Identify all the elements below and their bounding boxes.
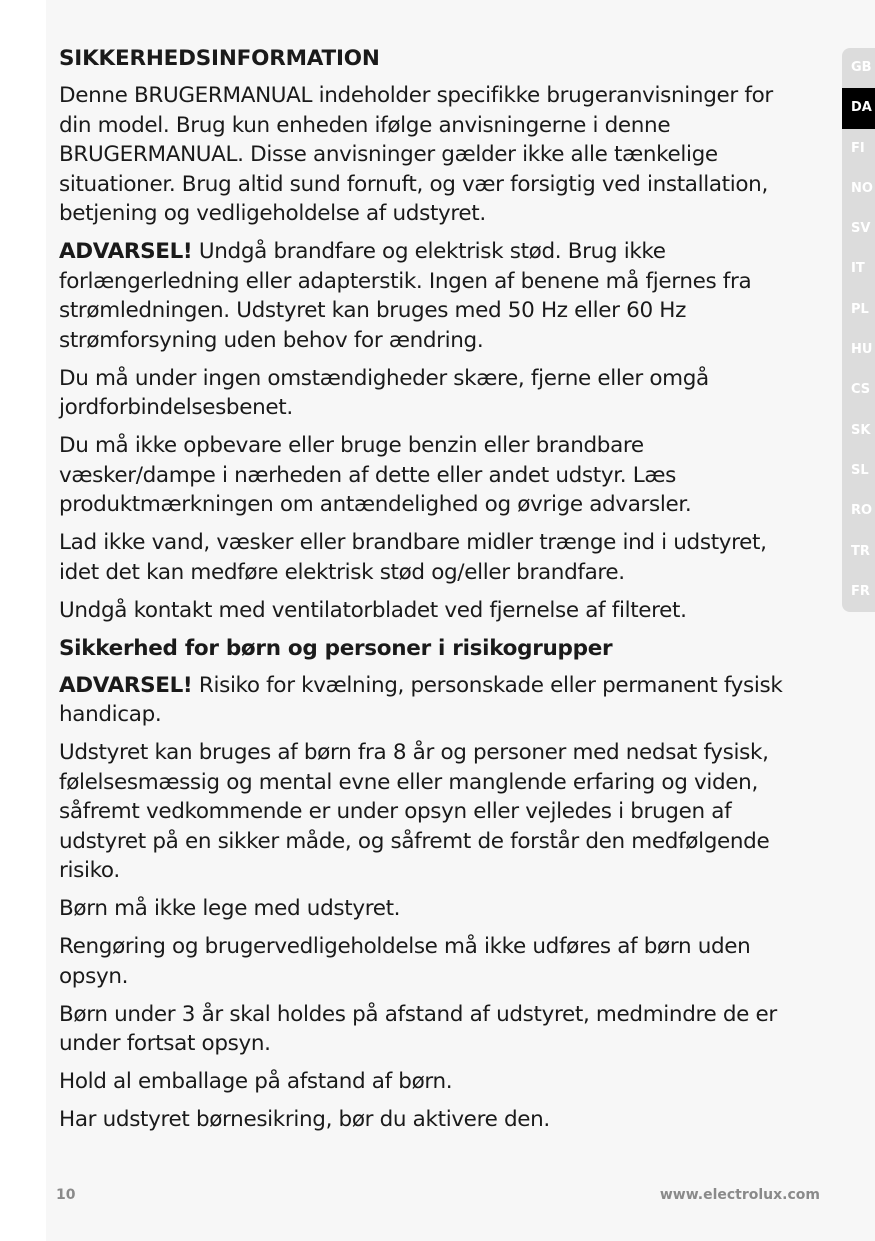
warning-fire-text: Undgå brandfare og elektrisk stød. Brug ikke forlængerledning eller adapterstik. Ingen af benene må fjernes fra strømledningen. Udstyret kan bruges med 50 Hz eller 60 Hz strømforsyning uden behov for ændring. [59,239,752,353]
ground-pin-paragraph: Du må under ingen omstændigheder skære, fjerne eller omgå jordforbindelsesbenet. [59,365,709,420]
intro-paragraph: Denne BRUGERMANUAL indeholder specifikke brugeranvisninger for din model. Brug kun enheden ifølge anvisningerne i denne BRUGERMANUAL. Disse anvisninger gælder ikke alle tænkelige situationer. Brug altid sund fornuft, og vær forsigtig ved installation, betjening og vedligeholdelse af udstyret. [59,83,773,226]
warning-suffocation-text: Risiko for kvælning, personskade eller permanent fysisk handicap. [59,672,783,727]
lang-tab-sk[interactable]: SK [851,422,871,438]
lang-tab-ro[interactable]: RO [851,503,873,519]
lang-tab-sv[interactable]: SV [851,221,871,237]
children-section-title: Sikkerhed for børn og personer i risikogrupper [59,635,613,661]
warning-suffocation-paragraph [59,671,804,730]
lang-tab-fr[interactable]: FR [851,583,870,599]
child-lock-paragraph: Har udstyret børnesikring, bør du aktivere den. [59,1107,550,1132]
language-tabs [842,48,875,612]
lang-tab-da[interactable]: DA [842,88,875,128]
cleaning-paragraph: Rengøring og brugervedligeholdelse må ikke udføres af børn uden opsyn. [59,934,751,989]
water-paragraph: Lad ikke vand, væsker eller brandbare midler trænge ind i udstyret, idet det kan medføre elektrisk stød og/eller brandfare. [59,530,767,585]
manual-content [59,44,804,1143]
page-number: 10 [56,1187,76,1203]
lang-tab-sl[interactable]: SL [851,462,869,478]
lang-tab-no[interactable]: NO [851,180,873,196]
warning-label: ADVARSEL! [59,239,193,264]
children-use-paragraph: Udstyret kan bruges af børn fra 8 år og personer med nedsat fysisk, følelsesmæssig og mental evne eller manglende erfaring og viden, såfremt vedkommende er under opsyn eller vejledes i brugen af udstyret på en sikker måde, og såfremt de forstår den medfølgende risiko. [59,740,770,883]
warning-fire-paragraph [59,237,804,355]
lang-tab-gb[interactable]: GB [851,60,872,75]
lang-tab-hu[interactable]: HU [851,342,873,358]
warning-label: ADVARSEL! [59,672,193,698]
under-3-paragraph: Børn under 3 år skal holdes på afstand af udstyret, medmindre de er under fortsat opsyn. [59,1001,777,1056]
lang-tab-pl[interactable]: PL [851,301,869,317]
section-title: SIKKERHEDSINFORMATION [59,46,380,71]
packaging-paragraph: Hold al emballage på afstand af børn. [59,1069,453,1094]
children-play-paragraph: Børn må ikke lege med udstyret. [59,896,401,921]
lang-tab-cs[interactable]: CS [851,382,871,398]
lang-tab-fi[interactable]: FI [851,140,865,156]
fan-paragraph: Undgå kontakt med ventilatorbladet ved fjernelse af filteret. [59,597,687,623]
lang-tab-it[interactable]: IT [851,261,865,277]
petrol-paragraph: Du må ikke opbevare eller bruge benzin eller brandbare væsker/dampe i nærheden af dette eller andet udstyr. Læs produktmærkningen om antændelighed og øvrige advarsler. [59,433,692,517]
lang-tab-tr[interactable]: TR [851,543,870,559]
website-url: www.electrolux.com [659,1187,820,1203]
